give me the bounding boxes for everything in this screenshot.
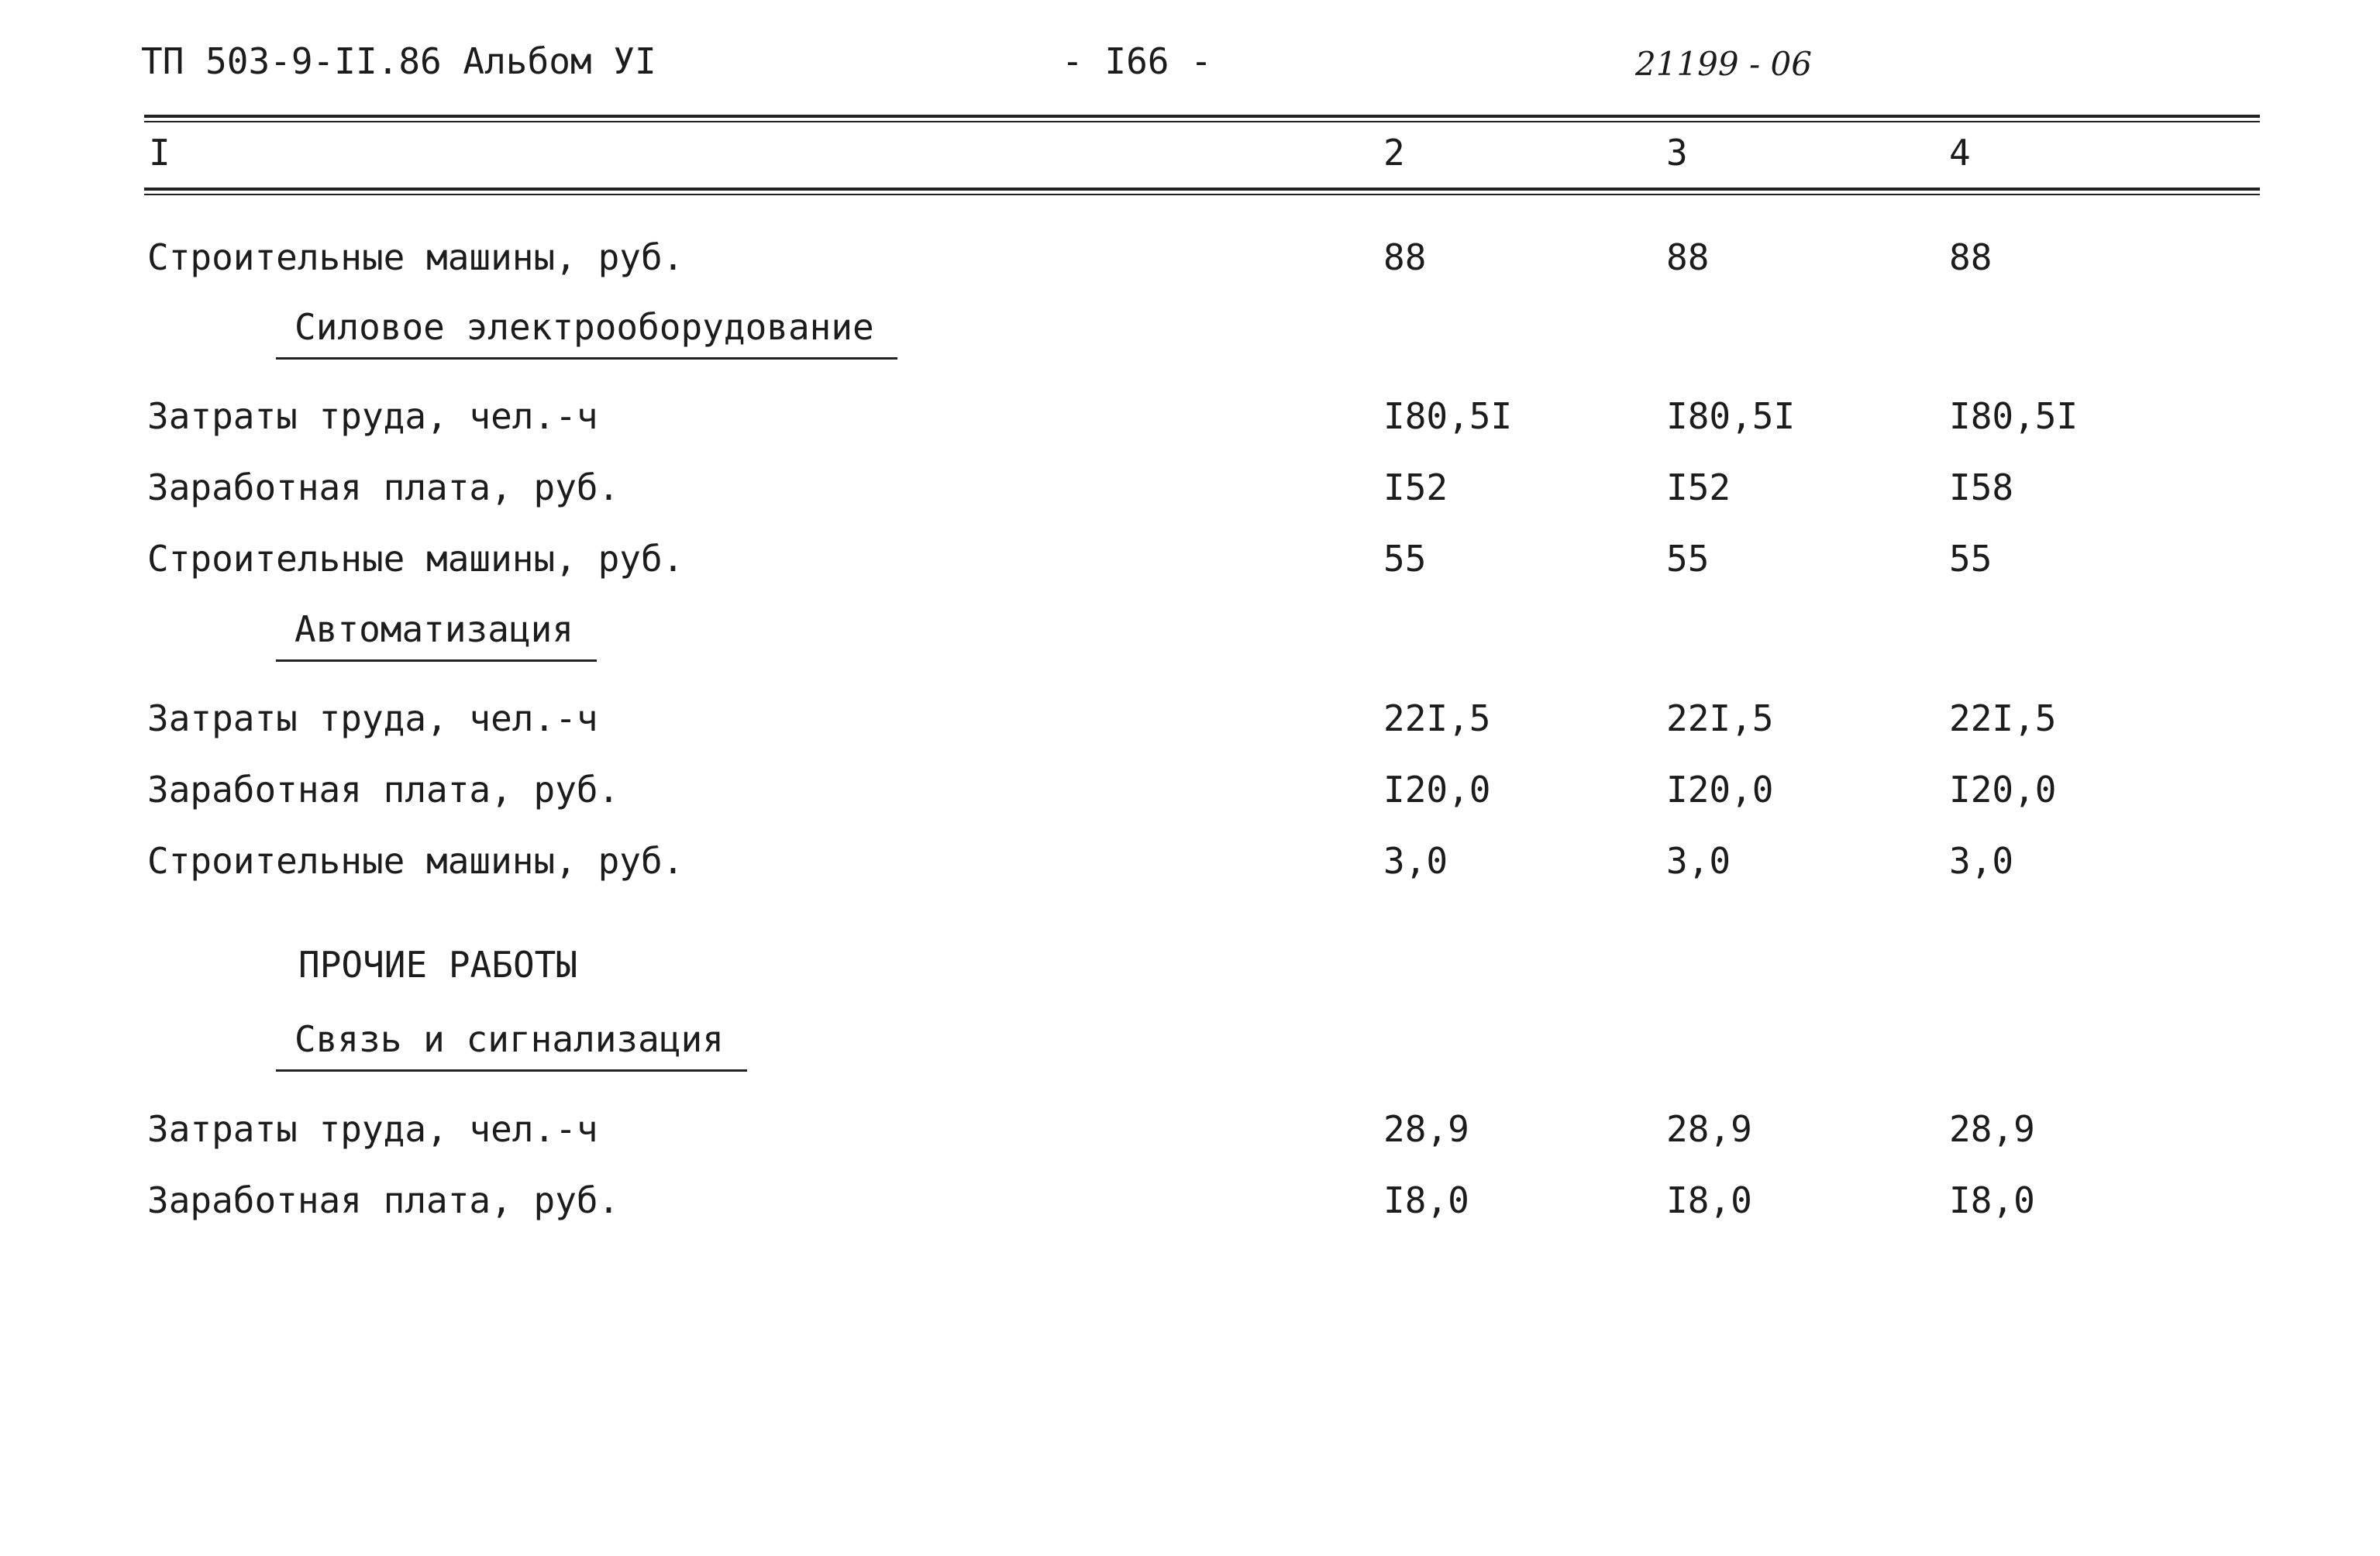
section-title-other-works: ПРОЧИЕ РАБОТЫ: [298, 944, 578, 986]
cell-col-2: I20,0: [1383, 769, 1491, 811]
header-bottom-rule: [144, 188, 2260, 191]
page-number: - I66 -: [1062, 40, 1212, 82]
table-row: [0, 236, 2380, 283]
cell-col-4: 28,9: [1949, 1108, 2035, 1150]
cell-col-4: I20,0: [1949, 769, 2057, 811]
cell-col-4: 22I,5: [1949, 697, 2057, 739]
section-title-automation: Автоматизация: [276, 608, 597, 662]
cell-col-2: I52: [1383, 466, 1448, 508]
row-label: Заработная плата, руб.: [147, 1179, 620, 1221]
cell-col-4: 3,0: [1949, 840, 2014, 882]
table-row: [0, 1108, 2380, 1155]
column-header-1: I: [149, 132, 170, 174]
header-bottom-rule-thin: [144, 194, 2260, 195]
cell-col-3: I80,5I: [1666, 395, 1796, 437]
table-row: [0, 1179, 2380, 1226]
cell-col-2: 88: [1383, 236, 1427, 278]
column-header-4: 4: [1949, 132, 1971, 174]
cell-col-3: 28,9: [1666, 1108, 1752, 1150]
row-label: Строительные машины, руб.: [147, 840, 684, 882]
row-label: Заработная плата, руб.: [147, 466, 620, 508]
table-row: [0, 769, 2380, 815]
cell-col-2: I8,0: [1383, 1179, 1469, 1221]
section-title-communication: Связь и сигнализация: [276, 1018, 747, 1072]
cell-col-2: 28,9: [1383, 1108, 1469, 1150]
cell-col-4: I58: [1949, 466, 2014, 508]
cell-col-2: 55: [1383, 538, 1427, 580]
cell-col-3: I52: [1666, 466, 1731, 508]
document-code: ТП 503-9-II.86 Альбом УI: [141, 40, 656, 82]
cell-col-4: I80,5I: [1949, 395, 2079, 437]
column-header-2: 2: [1383, 132, 1405, 174]
table-row: [0, 840, 2380, 886]
row-label: Заработная плата, руб.: [147, 769, 620, 811]
cell-col-3: 88: [1666, 236, 1710, 278]
table-row: [0, 697, 2380, 744]
cell-col-4: I8,0: [1949, 1179, 2035, 1221]
row-label: Строительные машины, руб.: [147, 538, 684, 580]
table-row: [0, 466, 2380, 513]
cell-col-3: 3,0: [1666, 840, 1731, 882]
row-label: Строительные машины, руб.: [147, 236, 684, 278]
row-label: Затраты труда, чел.-ч: [147, 697, 598, 739]
row-label: Затраты труда, чел.-ч: [147, 1108, 598, 1150]
table-top-rule-thin: [144, 121, 2260, 122]
table-top-rule: [144, 115, 2260, 118]
table-row: [0, 395, 2380, 442]
cell-col-2: 22I,5: [1383, 697, 1491, 739]
cell-col-4: 55: [1949, 538, 1993, 580]
section-title-power: Силовое электрооборудование: [276, 306, 897, 360]
table-row: [0, 538, 2380, 584]
cell-col-4: 88: [1949, 236, 1993, 278]
cell-col-3: 55: [1666, 538, 1710, 580]
cell-col-2: I80,5I: [1383, 395, 1513, 437]
column-header-3: 3: [1666, 132, 1688, 174]
cell-col-2: 3,0: [1383, 840, 1448, 882]
row-label: Затраты труда, чел.-ч: [147, 395, 598, 437]
cell-col-3: I8,0: [1666, 1179, 1752, 1221]
cell-col-3: I20,0: [1666, 769, 1774, 811]
inventory-number: 21199 - 06: [1635, 45, 1812, 83]
cell-col-3: 22I,5: [1666, 697, 1774, 739]
